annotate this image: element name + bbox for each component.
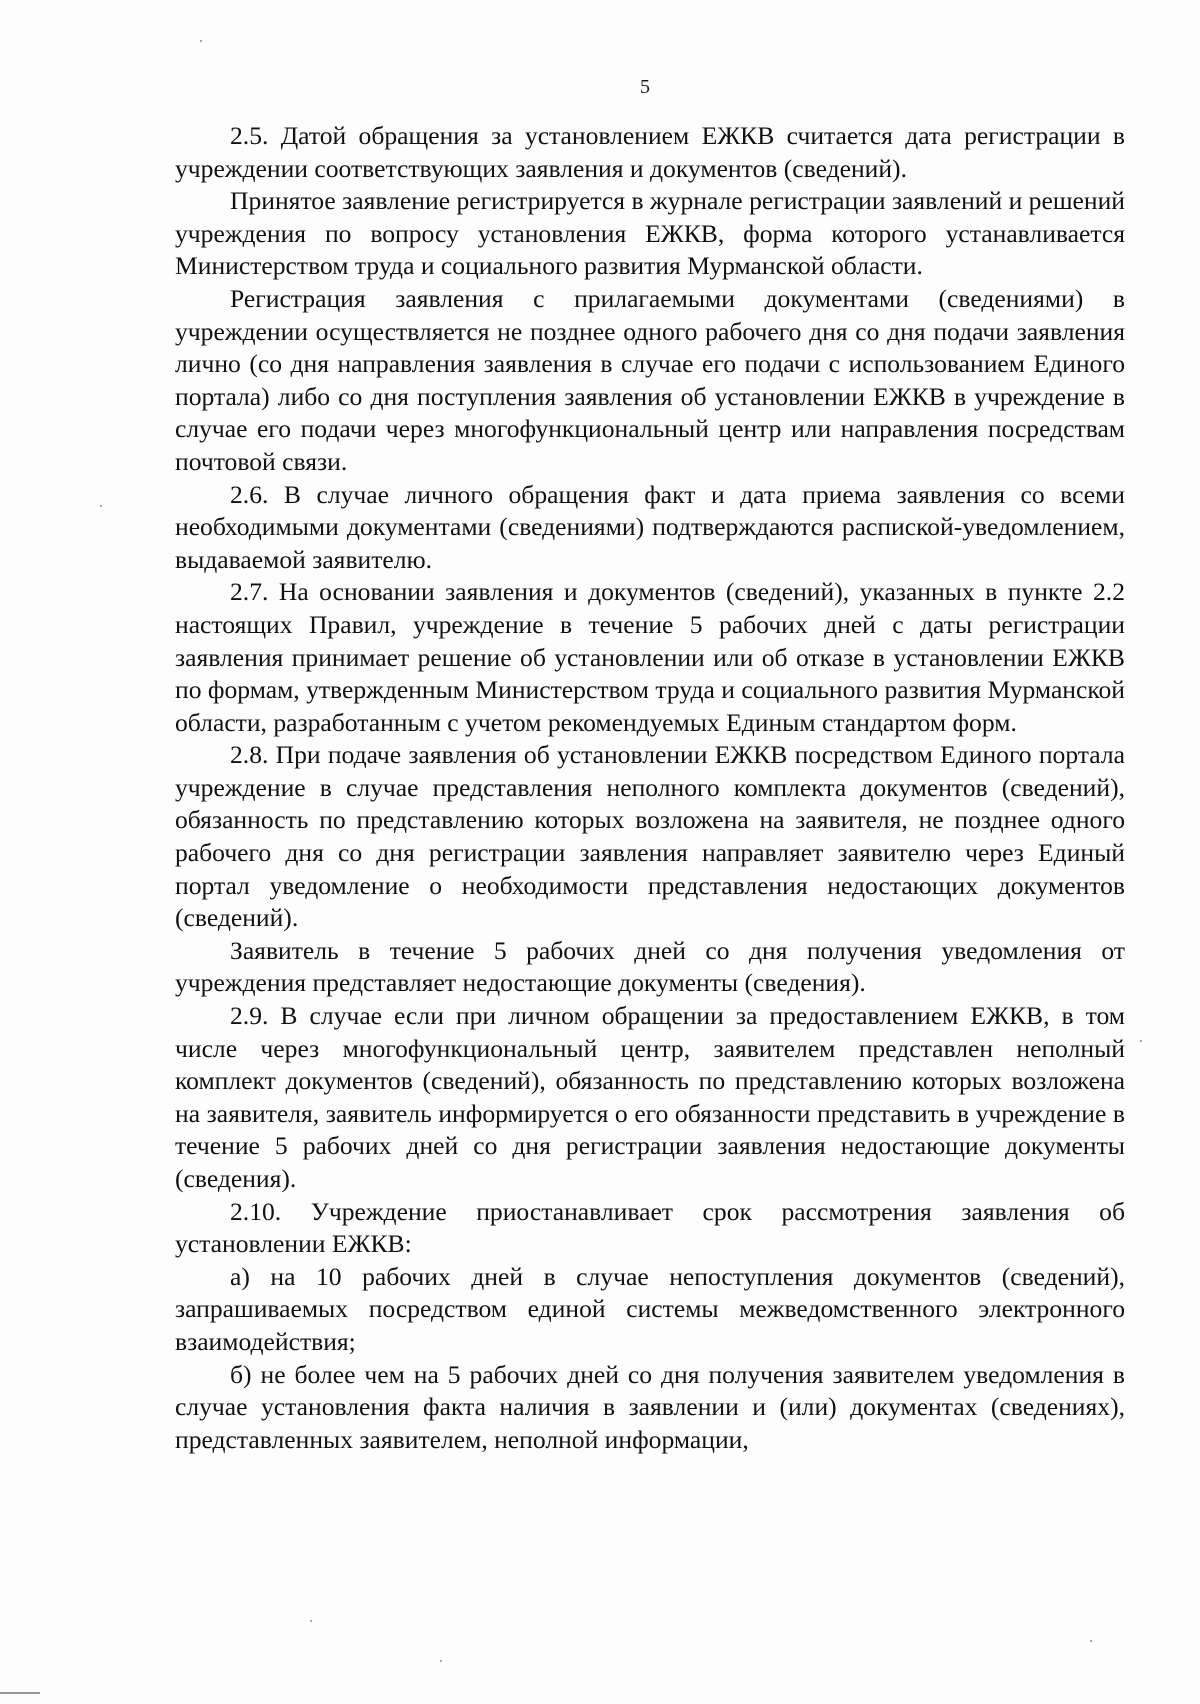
paragraph-2-5: 2.5. Датой обращения за установлением ЕЖКВ считается дата регистрации в учреждении соответствующих заявления и документов (сведений). [175, 121, 1125, 183]
paragraph-2-9: 2.9. В случае если при личном обращении за предоставлением ЕЖКВ, в том числе через многофункциональный центр, заявителем представлен неполный комплект документов (сведений), обязанность по представлению которых возложена на заявителя, заявитель информируется о его обязанности представить в учреждение в течение 5 рабочих дней со дня регистрации заявления недостающие документы (сведения). [175, 1001, 1125, 1193]
paragraph-applicant-missing-docs: Заявитель в течение 5 рабочих дней со дня получения уведомления от учреждения представляет недостающие документы (сведения). [175, 935, 1125, 998]
paragraph-item-b: б) не более чем на 5 рабочих дней со дня получения заявителем уведомления в случае установления факта наличия в заявлении и (или) документах (сведениях), представленных заявителем, неполной информации, [175, 1359, 1125, 1454]
page-number: 5 [640, 76, 650, 98]
paragraph-2-8: 2.8. При подаче заявления об установлении ЕЖКВ посредством Единого портала учреждение в случае представления неполного комплекта документов (сведений), обязанность по представлению которых возложена на заявителя, не позднее одного рабочего дня со дня регистрации заявления направляет заявителю через Единый портал уведомление о необходимости представления недостающих документов (сведений). [175, 740, 1125, 933]
scan-speck [440, 1660, 442, 1662]
scan-speck [200, 40, 202, 42]
document-body [175, 120, 1125, 1456]
scan-speck [310, 1620, 312, 1622]
scan-edge-mark [0, 1692, 40, 1694]
paragraph-2-7: 2.7. На основании заявления и документов (сведений), указанных в пункте 2.2 настоящих Правил, учреждение в течение 5 рабочих дней с даты регистрации заявления принимает решение об установлении или об отказе в установлении ЕЖКВ по формам, утвержденным Министерством труда и социального развития Мурманской области, разработанным с учетом рекомендуемых Единым стандартом форм. [175, 577, 1125, 737]
scan-speck [100, 505, 102, 507]
paragraph-2-6: 2.6. В случае личного обращения факт и дата приема заявления со всеми необходимыми документами (сведениями) подтверждаются распиской-уведомлением, выдаваемой заявителю. [175, 479, 1125, 574]
paragraph-registration-deadline: Регистрация заявления с прилагаемыми документами (сведениями) в учреждении осуществляется не позднее одного рабочего дня со дня подачи заявления лично (со дня направления заявления в случае его подачи с использованием Единого портала) либо со дня поступления заявления об установлении ЕЖКВ в учреждение в случае его подачи через многофункциональный центр или направления посредствам почтовой связи. [175, 283, 1125, 476]
paragraph-item-a: а) на 10 рабочих дней в случае непоступления документов (сведений), запрашиваемых посредством единой системы межведомственного электронного взаимодействия; [175, 1261, 1125, 1356]
scan-speck [1090, 1640, 1092, 1642]
paragraph-2-10: 2.10. Учреждение приостанавливает срок рассмотрения заявления об установлении ЕЖКВ: [175, 1196, 1125, 1259]
scan-speck [1140, 1040, 1142, 1042]
paragraph-registration-journal: Принятое заявление регистрируется в журнале регистрации заявлений и решений учреждения по вопросу установления ЕЖКВ, форма которого устанавливается Министерством труда и социального развития Мурманской области. [175, 186, 1125, 281]
